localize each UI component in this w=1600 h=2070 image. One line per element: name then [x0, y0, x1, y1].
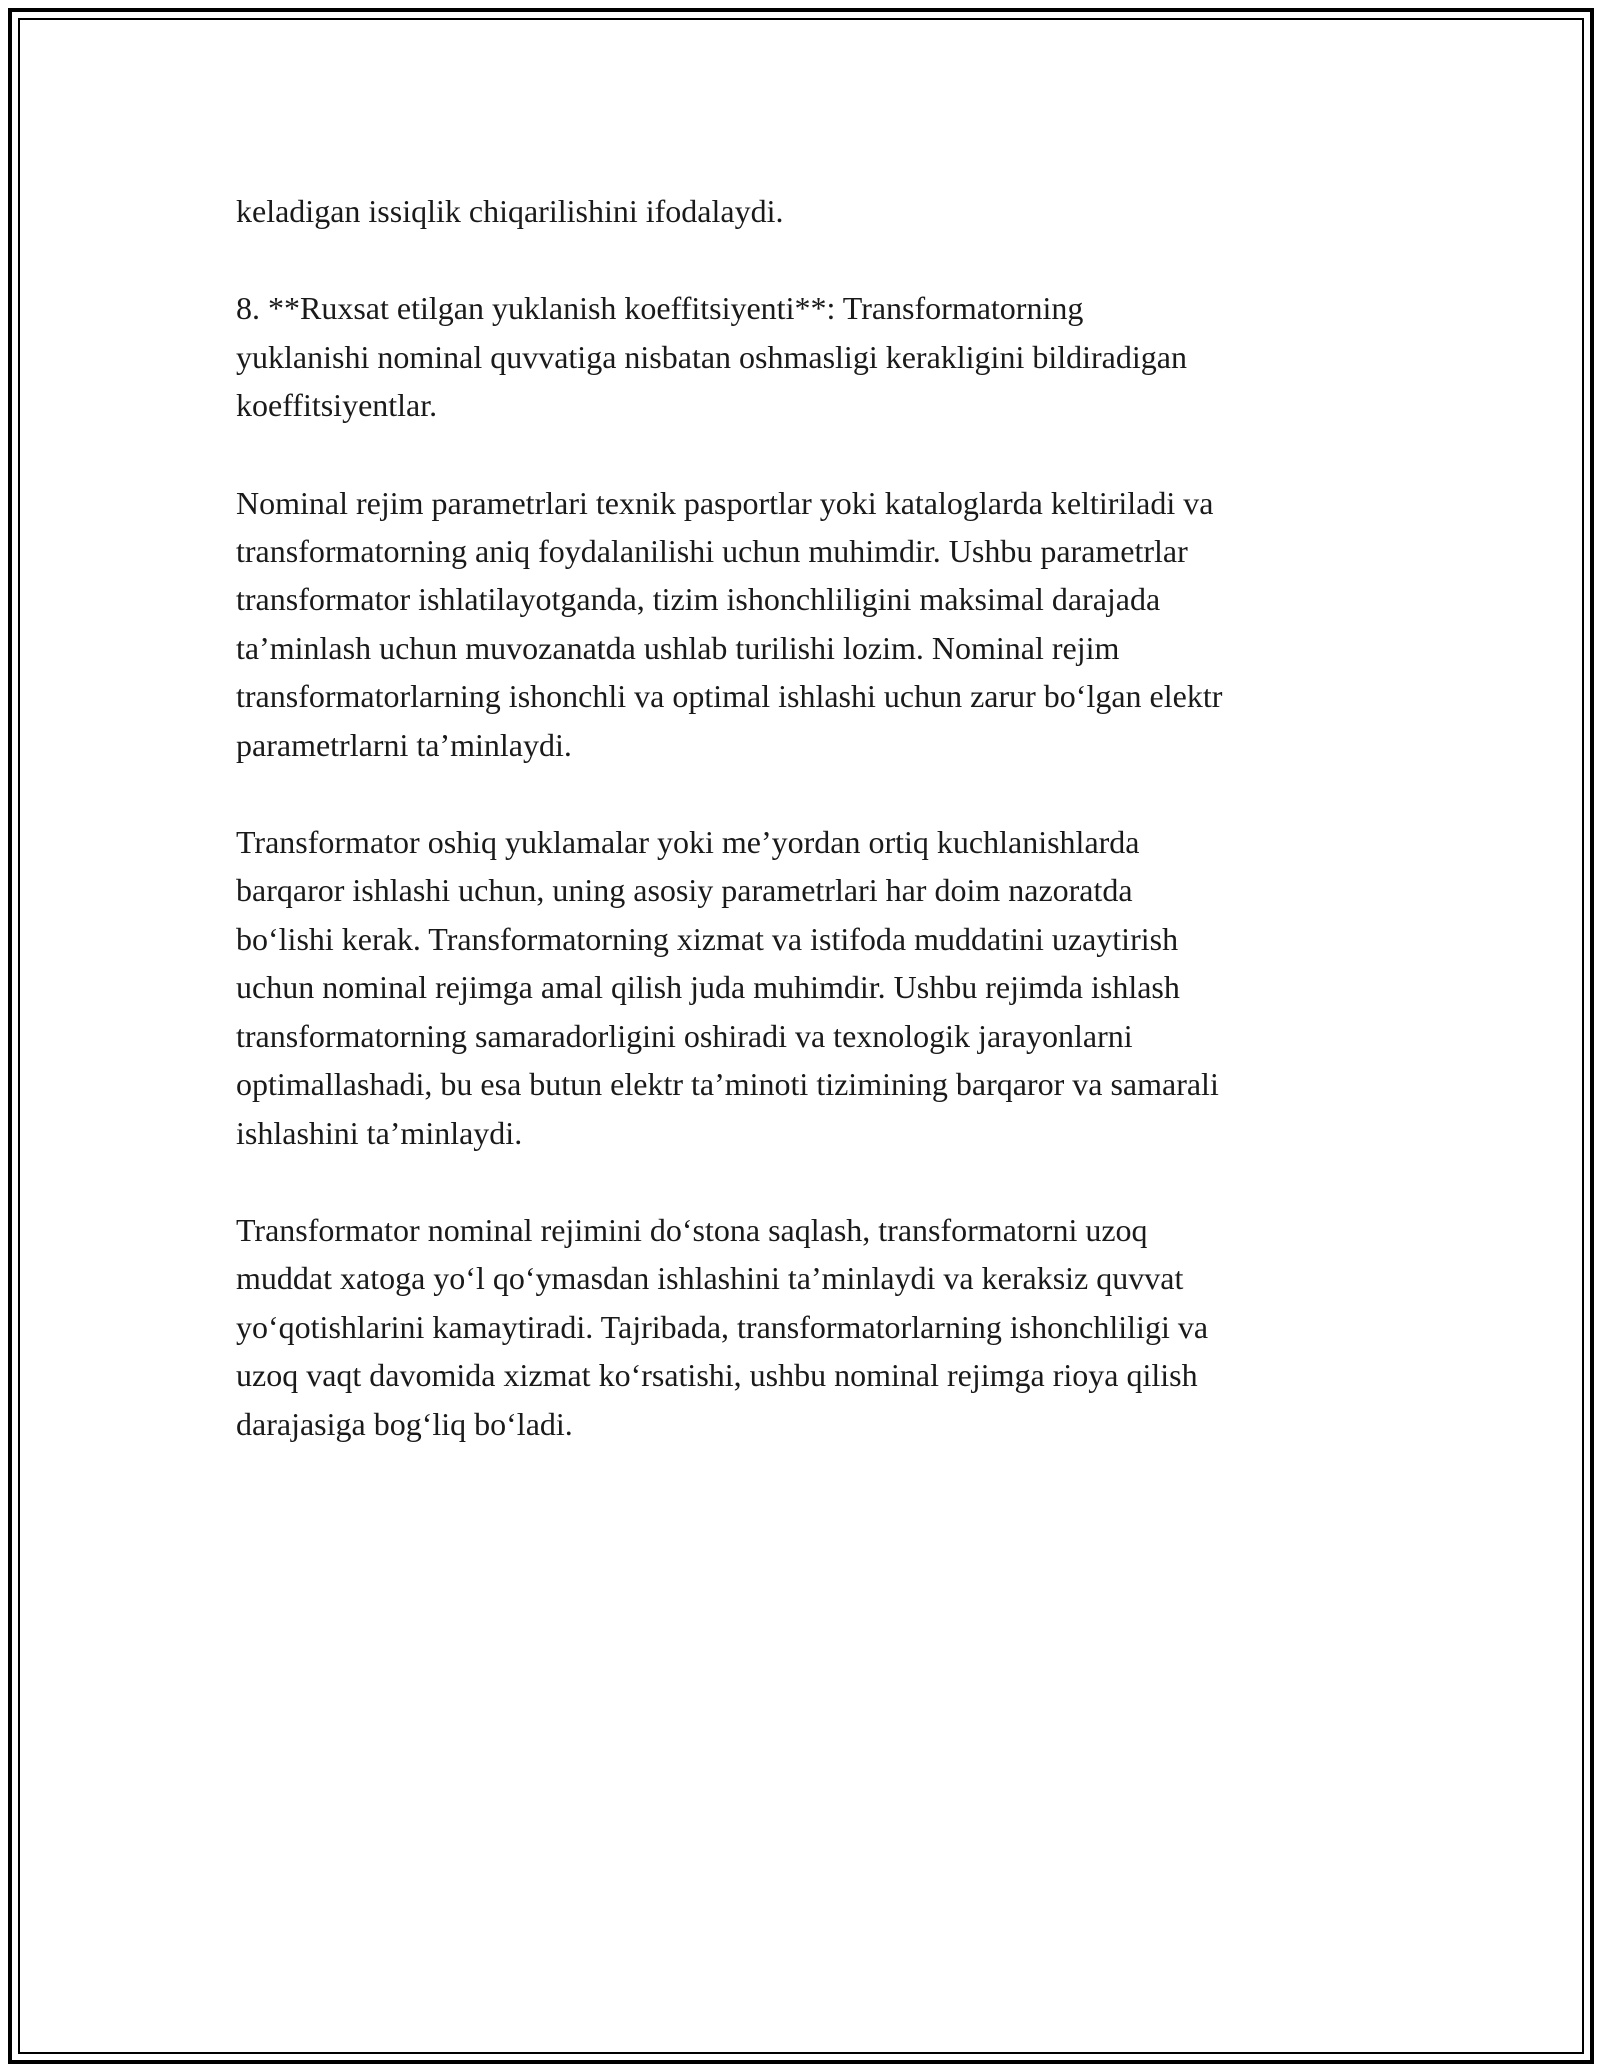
- text-line: 8. **Ruxsat etilgan yuklanish koeffitsiyenti**: Transformatorning: [236, 290, 1084, 327]
- text-line: barqaror ishlashi uchun, uning asosiy parametrlari har doim nazoratda: [236, 872, 1133, 909]
- text-line: uchun nominal rejimga amal qilish juda muhimdir. Ushbu rejimda ishlash: [236, 969, 1180, 1006]
- text-line: Nominal rejim parametrlari texnik pasportlar yoki kataloglarda keltiriladi va: [236, 484, 1214, 521]
- text-line: muddat xatoga yo‘l qo‘ymasdan ishlashini ta’minlaydi va keraksiz quvvat: [236, 1260, 1184, 1297]
- text-line: parametrlarni ta’minlaydi.: [236, 726, 572, 763]
- paragraph-3: [236, 479, 1396, 769]
- text-line: transformatorlarning ishonchli va optimal ishlashi uchun zarur bo‘lgan elektr: [236, 678, 1223, 715]
- paragraph-2: [236, 284, 1396, 429]
- text-line: keladigan issiqlik chiqarilishini ifodalaydi.: [236, 193, 784, 229]
- text-line: Transformator nominal rejimini do‘stona saqlash, transformatorni uzoq: [236, 1211, 1148, 1248]
- text-line: transformator ishlatilayotganda, tizim ishonchliligini maksimal darajada: [236, 581, 1161, 618]
- text-line: uzoq vaqt davomida xizmat ko‘rsatishi, ushbu nominal rejimga rioya qilish: [236, 1357, 1198, 1394]
- text-line: yo‘qotishlarini kamaytiradi. Tajribada, transformatorlarning ishonchliligi va: [236, 1308, 1209, 1345]
- document-body: [236, 187, 1396, 1497]
- text-line: bo‘lishi kerak. Transformatorning xizmat va istifoda muddatini uzaytirish: [236, 920, 1179, 957]
- text-line: transformatorning samaradorligini oshiradi va texnologik jarayonlarni: [236, 1017, 1133, 1054]
- paragraph-5: [236, 1206, 1396, 1448]
- paragraph-4: [236, 818, 1396, 1157]
- text-line: ishlashini ta’minlaydi.: [236, 1114, 523, 1151]
- paragraph-1: [236, 187, 1396, 235]
- text-line: Transformator oshiq yuklamalar yoki me’yordan ortiq kuchlanishlarda: [236, 824, 1140, 861]
- text-line: darajasiga bog‘liq bo‘ladi.: [236, 1405, 573, 1442]
- text-line: ta’minlash uchun muvozanatda ushlab turilishi lozim. Nominal rejim: [236, 629, 1120, 666]
- text-line: koeffitsiyentlar.: [236, 387, 438, 424]
- text-line: yuklanishi nominal quvvatiga nisbatan oshmasligi kerakligini bildiradigan: [236, 338, 1187, 375]
- text-line: optimallashadi, bu esa butun elektr ta’minoti tizimining barqaror va samarali: [236, 1066, 1219, 1103]
- text-line: transformatorning aniq foydalanilishi uchun muhimdir. Ushbu parametrlar: [236, 533, 1188, 570]
